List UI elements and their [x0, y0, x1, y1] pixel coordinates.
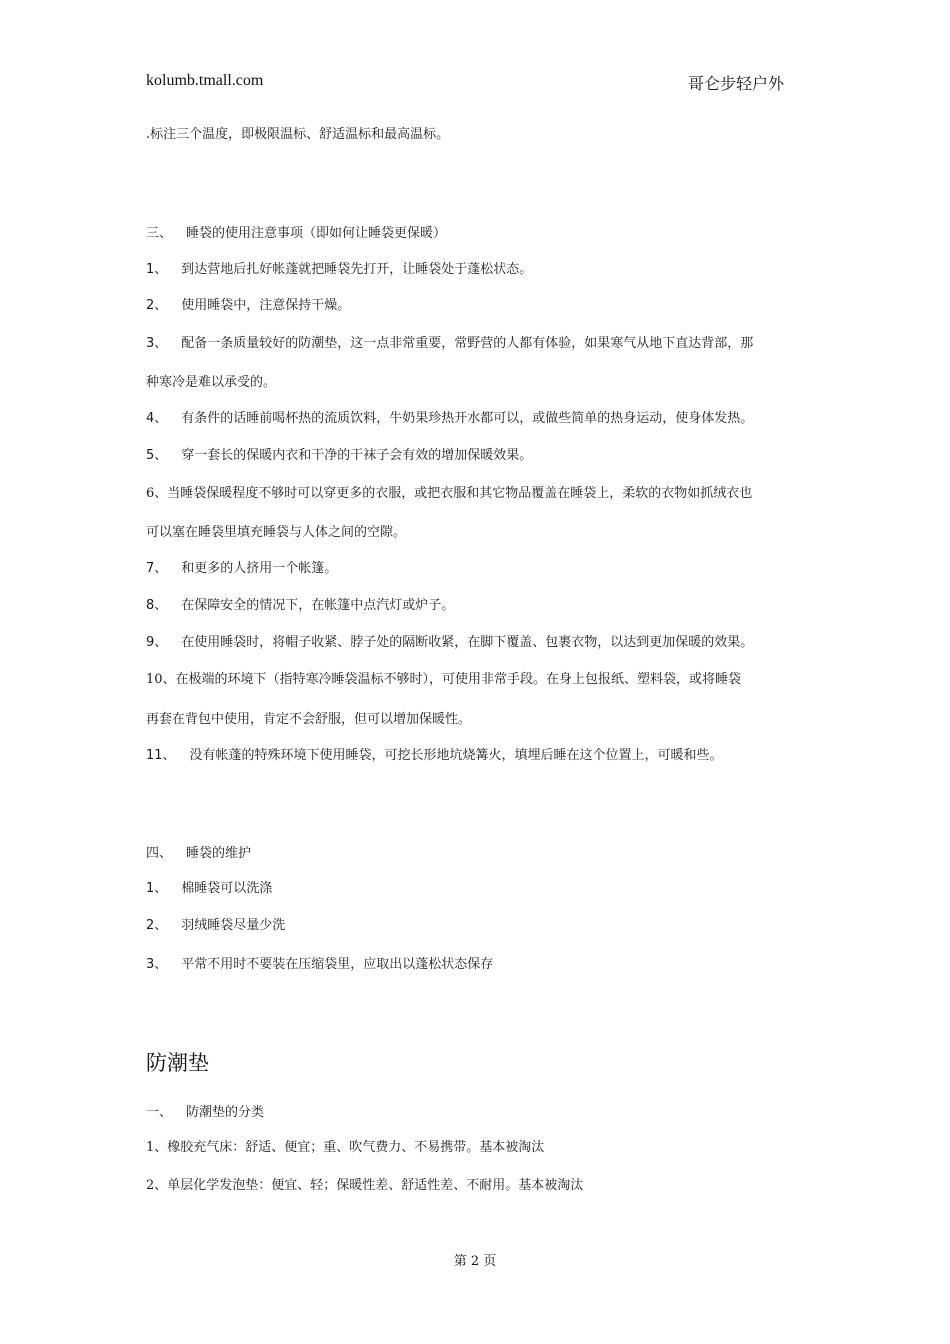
line-text: 睡袋的使用注意事项（即如何让睡袋更保暖）: [186, 226, 447, 241]
line-number: 3、: [146, 336, 168, 351]
section-heading: [146, 1105, 264, 1121]
line-number: 一、: [146, 1105, 173, 1120]
list-item: [146, 262, 532, 278]
line-number: 7、: [146, 561, 168, 576]
line-text: 穿一套长的保暖内衣和干净的干袜子会有效的增加保暖效果。: [181, 448, 533, 463]
line-number: 11、: [146, 748, 176, 763]
line-text: 棉睡袋可以洗涤: [181, 881, 273, 896]
line-number: 4、: [146, 411, 168, 426]
list-item: [146, 748, 723, 764]
list-item: [146, 635, 753, 651]
line-text: 防潮垫的分类: [186, 1105, 265, 1120]
section-title: 防潮垫: [146, 1051, 209, 1075]
line-text: 到达营地后扎好帐蓬就把睡袋先打开，让睡袋处于蓬松状态。: [181, 262, 533, 277]
section-heading: [146, 846, 251, 862]
line-text: 6、当睡袋保暖程度不够时可以穿更多的衣服，或把衣服和其它物品覆盖在睡袋上，柔软的衣物如抓绒衣也: [146, 486, 753, 501]
line-text: 睡袋的维护: [186, 846, 252, 861]
list-item: [146, 298, 350, 314]
list-item: [146, 881, 272, 897]
line-number: 2、: [146, 918, 168, 933]
line-number: 5、: [146, 448, 168, 463]
line-number: 8、: [146, 598, 168, 613]
line-text: 10、在极端的环境下（指特寒冷睡袋温标不够时），可使用非常手段。在身上包报纸、塑料袋，或将睡袋: [146, 672, 742, 687]
text-line: [146, 712, 471, 728]
header-site-url: kolumb.tmall.com: [146, 72, 264, 89]
list-item: [146, 486, 752, 502]
line-text: 平常不用时不要装在压缩袋里，应取出以蓬松状态保存: [181, 957, 494, 972]
line-text: 可以塞在睡袋里填充睡袋与人体之间的空隙。: [146, 525, 407, 540]
line-text: 在保障安全的情况下，在帐篷中点汽灯或炉子。: [181, 598, 455, 613]
line-number: 四、: [146, 846, 173, 861]
text-line: [146, 375, 276, 391]
line-number: 9、: [146, 635, 168, 650]
line-number: 三、: [146, 226, 173, 241]
line-text: 2、单层化学发泡垫：便宜、轻；保暖性差、舒适性差、不耐用。基本被淘汰: [146, 1178, 584, 1193]
list-item: [146, 561, 337, 577]
list-item: [146, 1140, 544, 1156]
line-text: 在使用睡袋时，将帽子收紧、脖子处的隔断收紧，在脚下覆盖、包裹衣物，以达到更加保暖的效果。: [181, 635, 754, 650]
list-item: [146, 957, 493, 973]
line-text: .标注三个温度，即极限温标、舒适温标和最高温标。: [146, 127, 450, 142]
list-item: [146, 411, 753, 427]
line-text: 1、橡胶充气床：舒适、便宜；重、吹气费力、不易携带。基本被淘汰: [146, 1140, 545, 1155]
line-number: 1、: [146, 262, 168, 277]
list-item: [146, 672, 741, 688]
line-text: 再套在背包中使用，肯定不会舒服，但可以增加保暖性。: [146, 712, 472, 727]
line-number: 1、: [146, 881, 168, 896]
line-number: 3、: [146, 957, 168, 972]
list-item: [146, 336, 753, 352]
line-text: 没有帐蓬的特殊环境下使用睡袋，可挖长形地坑烧篝火，填埋后睡在这个位置上，可暖和些。: [189, 748, 723, 763]
list-item: [146, 918, 285, 934]
list-item: [146, 448, 532, 464]
page-number: 第 2 页: [453, 1254, 497, 1269]
line-text: 有条件的话睡前喝杯热的流质饮料，牛奶果珍热开水都可以，或做些简单的热身运动，使身体发热。: [181, 411, 754, 426]
line-number: 2、: [146, 298, 168, 313]
section-heading: [146, 226, 446, 242]
line-text: 种寒冷是难以承受的。: [146, 375, 277, 390]
list-item: [146, 598, 454, 614]
line-text: 羽绒睡袋尽量少洗: [181, 918, 286, 933]
line-text: 使用睡袋中，注意保持干燥。: [181, 298, 351, 313]
list-item: [146, 1178, 583, 1194]
text-line: [146, 127, 449, 143]
line-text: 配备一条质量较好的防潮垫，这一点非常重要，常野营的人都有体验，如果寒气从地下直达背部，那: [181, 336, 754, 351]
line-text: 和更多的人挤用一个帐篷。: [181, 561, 338, 576]
text-line: [146, 525, 406, 541]
header-brand-name: 哥仑步轻户外: [688, 74, 785, 93]
